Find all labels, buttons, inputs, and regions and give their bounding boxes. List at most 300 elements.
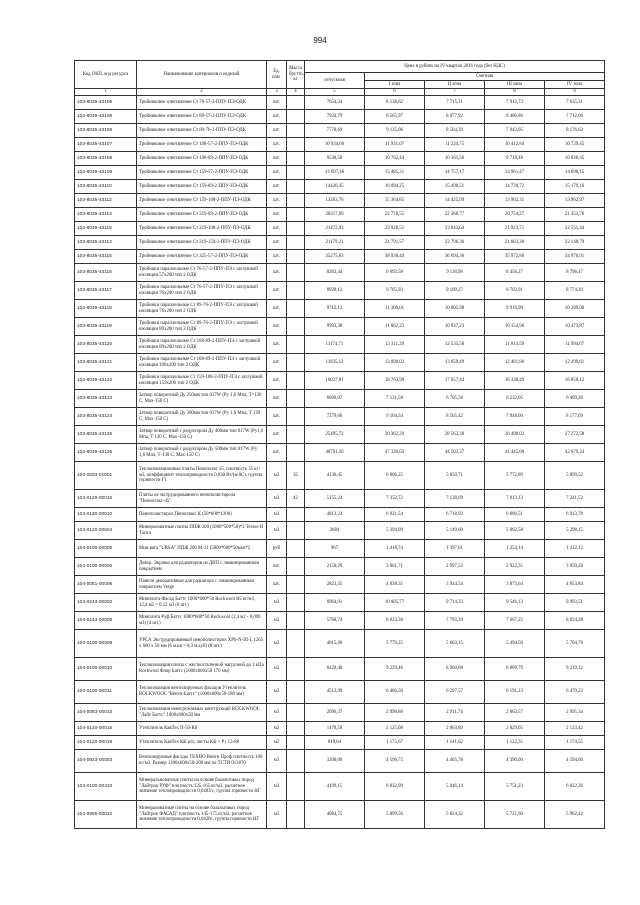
row-unit: м3: [267, 658, 287, 681]
row-mass: [287, 152, 305, 166]
row-retail-price: 967: [305, 540, 365, 558]
row-zone-3-price: 6 191,23: [485, 681, 545, 704]
row-zone-1-price: 13 890,02: [365, 354, 425, 372]
row-zone-3-price: 26 498,02: [485, 426, 545, 444]
row-retail-price: 2150,29: [305, 558, 365, 576]
row-mass: [287, 390, 305, 408]
table-row: [75, 462, 605, 490]
row-zone-4-price: 6 479,23: [545, 681, 605, 704]
price-table: [74, 60, 605, 829]
row-name: Мин.вата "URSA" ППЖ 200 М-11 (5000*600*50мм)*2: [137, 540, 267, 558]
row-unit: шт.: [267, 222, 287, 236]
row-zone-2-price: 15 490,51: [425, 180, 485, 194]
row-zone-1-price: 1 418,74: [365, 540, 425, 558]
row-zone-2-price: 6 705,58: [425, 390, 485, 408]
row-zone-1-price: 9 104,34: [365, 408, 425, 426]
row-unit: шт.: [267, 372, 287, 390]
row-zone-4-price: 4 594,60: [545, 750, 605, 773]
row-unit: м3: [267, 630, 287, 658]
row-zone-3-price: 5 062,58: [485, 522, 545, 540]
row-name: Утеплитель КавТех П-50-Rб: [137, 722, 267, 736]
row-zone-2-price: 5 149,60: [425, 522, 485, 540]
table-row: [75, 736, 605, 750]
row-mass: [287, 576, 305, 594]
row-zone-1-price: 2 125,08: [365, 722, 425, 736]
row-zone-3-price: 41 445,00: [485, 444, 545, 462]
column-index: 1: [75, 89, 137, 96]
row-zone-3-price: 7 912,73: [485, 96, 545, 110]
row-retail-price: 25495,72: [305, 426, 365, 444]
row-code: 104-0129-00015: [75, 490, 137, 508]
table-row: [75, 96, 605, 110]
row-name: Тройники параллельные Ст 76-57-2-ППУ-ПЭ с заглушкой изоляции 57х200 тип 2 ОДК: [137, 264, 267, 282]
row-zone-4-price: 14 098,15: [545, 166, 605, 180]
row-zone-1-price: 8 138,62: [365, 96, 425, 110]
row-zone-2-price: 6 718,93: [425, 508, 485, 522]
table-row: [75, 336, 605, 354]
row-zone-3-price: 10 154,96: [485, 318, 545, 336]
row-retail-price: 2823,35: [305, 576, 365, 594]
header-price-title: Цена в рублях на IV квартал 2016 года (без НДС): [305, 61, 605, 73]
row-zone-4-price: 15 179,16: [545, 180, 605, 194]
row-zone-2-price: 8 960,68: [425, 658, 485, 681]
row-retail-price: 20317,69: [305, 208, 365, 222]
row-zone-1-price: 15 485,31: [365, 166, 425, 180]
row-zone-4-price: 8 796,47: [545, 264, 605, 282]
row-zone-2-price: 7 138,69: [425, 490, 485, 508]
row-mass: [287, 630, 305, 658]
row-mass: [287, 408, 305, 426]
row-zone-2-price: 5 603,15: [425, 630, 485, 658]
row-zone-2-price: 2 063,89: [425, 722, 485, 736]
row-zone-2-price: 9 714,33: [425, 594, 485, 612]
row-zone-3-price: 8 703,91: [485, 282, 545, 300]
row-zone-3-price: 3 873,64: [485, 576, 545, 594]
row-name: Тройниковое ответвление Ст 76-57-2-ППУ-ПЭ-ОДК: [137, 96, 267, 110]
row-unit: м3: [267, 462, 287, 490]
row-zone-2-price: 5 824,32: [425, 801, 485, 829]
row-name: Тройники параллельные Ст 76-57-2-ППУ-ПЭ с заглушкой изоляции 76х200 тип 2 ОДК: [137, 282, 267, 300]
row-zone-1-price: 13 311,29: [365, 336, 425, 354]
row-mass: [287, 110, 305, 124]
row-zone-2-price: 10 937,23: [425, 318, 485, 336]
row-name: Минеральноватные плиты на основе базальтовых пород "Лайтрок РУФ" плотность 135-165 кг/м3, расчетное значение теплопроводности 0,0403/с, группа горючести НГ: [137, 773, 267, 801]
row-retail-price: 4199,15: [305, 773, 365, 801]
row-retail-price: 3684: [305, 522, 365, 540]
row-zone-2-price: 44 503,37: [425, 444, 485, 462]
row-zone-1-price: 6 486,50: [365, 681, 425, 704]
row-zone-3-price: 2 922,35: [485, 558, 545, 576]
row-zone-3-price: 7 942,05: [485, 124, 545, 138]
row-zone-2-price: 11 224,75: [425, 138, 485, 152]
row-retail-price: 7654,34: [305, 96, 365, 110]
row-name: Теплоизоляция плиты с жесткостьтенной нагрузкой до 3 кПа Rockwool Флор Баттс (1000х600х50 170 мм): [137, 658, 267, 681]
row-code: 103-8035-43121: [75, 354, 137, 372]
row-zone-2-price: 8 077,92: [425, 110, 485, 124]
row-mass: [287, 180, 305, 194]
table-row: [75, 390, 605, 408]
table-row: [75, 594, 605, 612]
table-row: [75, 658, 605, 681]
row-zone-3-price: 6 606,51: [485, 508, 545, 522]
row-code: 104-0100-00009: [75, 630, 137, 658]
table-row: [75, 426, 605, 444]
row-unit: шт.: [267, 96, 287, 110]
row-zone-4-price: 5 962,42: [545, 801, 605, 829]
row-zone-1-price: 8 023,38: [365, 612, 425, 630]
row-zone-4-price: 9 219,12: [545, 658, 605, 681]
row-name: Тройниковое ответвление Ст 219-159-2-ППУ-ПЭ-ОДК: [137, 236, 267, 250]
row-zone-4-price: 10 028,45: [545, 152, 605, 166]
row-name: Минплита Фасад Баттс 1000*600*50 Rockwool R5 кг/м3, 12,4 м2 = 0,12 м3 (8 шт.): [137, 594, 267, 612]
row-zone-4-price: 2 995,34: [545, 704, 605, 722]
row-code: 103-8035-43115: [75, 222, 137, 236]
row-code: 104-0120-00504: [75, 522, 137, 540]
row-retail-price: 6420,48: [305, 658, 365, 681]
row-zone-2-price: 17 657,44: [425, 372, 485, 390]
row-code: 103-8035-43108: [75, 110, 137, 124]
table-row: [75, 180, 605, 194]
row-zone-1-price: 9 229,46: [365, 658, 425, 681]
row-zone-1-price: 7 352,72: [365, 490, 425, 508]
row-code: 104-0100-00011: [75, 681, 137, 704]
row-mass: [287, 736, 305, 750]
row-name: Тройники параллельные Ст 89-76-2-ППУ-ПЭ с заглушкой изоляции 76х200 тип 2 ОДК: [137, 300, 267, 318]
row-mass: [287, 318, 305, 336]
row-unit: шт.: [267, 166, 287, 180]
row-unit: шт.: [267, 250, 287, 264]
row-zone-1-price: 10 005,77: [365, 594, 425, 612]
row-zone-1-price: 9 765,93: [365, 282, 425, 300]
row-retail-price: 9993,38: [305, 318, 365, 336]
row-zone-4-price: 1 174,55: [545, 736, 605, 750]
column-index: 4: [287, 89, 305, 96]
row-zone-4-price: 11 994,67: [545, 336, 605, 354]
row-name: Минераловатные плиты ППЖ 200 (1000*500*50)*3 Техно-Н Тагил: [137, 522, 267, 540]
row-code: 104-0120-00018: [75, 736, 137, 750]
row-zone-3-price: 12 481,86: [485, 354, 545, 372]
row-zone-3-price: 4 390,00: [485, 750, 545, 773]
row-retail-price: 5768,74: [305, 612, 365, 630]
column-index: 9: [545, 89, 605, 96]
row-unit: шт.: [267, 408, 287, 426]
row-name: Теплоизоляция вентилируемых фасадов Утеплитель ROCKWOOL "Венти-Баттс" (1000х600х50-180 мм): [137, 681, 267, 704]
header-unit: Ед. изм.: [267, 61, 287, 89]
row-name: Тройниковое ответвление Ст 159-89-2-ППУ-ПЭ-ОДК: [137, 180, 267, 194]
row-name: Тройники параллельные Ст 89-76-2-ППУ-ПЭ с заглушкой изоляции 89х200 тип 2 ОДК: [137, 318, 267, 336]
row-zone-1-price: 5 899,56: [365, 801, 425, 829]
row-zone-4-price: 1 412,15: [545, 540, 605, 558]
row-code: 103-8035-43107: [75, 138, 137, 152]
row-zone-3-price: 1 354,14: [485, 540, 545, 558]
row-zone-2-price: 10 161,56: [425, 152, 485, 166]
row-retail-price: 6000,07: [305, 390, 365, 408]
row-zone-4-price: 10 289,00: [545, 300, 605, 318]
row-code: 103-8035-43118: [75, 300, 137, 318]
row-retail-price: 7279,66: [305, 408, 365, 426]
row-zone-4-price: 34 976,91: [545, 250, 605, 264]
table-row: [75, 508, 605, 522]
row-zone-4-price: 22 148,79: [545, 236, 605, 250]
row-mass: [287, 658, 305, 681]
row-zone-2-price: 8 564,39: [425, 124, 485, 138]
row-code: 103-8035-43112: [75, 194, 137, 208]
row-zone-3-price: 21 923,71: [485, 222, 545, 236]
row-zone-4-price: 27 272,58: [545, 426, 605, 444]
row-unit: шт.: [267, 576, 287, 594]
row-zone-2-price: 12 533,58: [425, 336, 485, 354]
row-zone-1-price: 4 038,35: [365, 576, 425, 594]
row-zone-3-price: 5 494,50: [485, 630, 545, 658]
row-unit: шт.: [267, 282, 287, 300]
row-mass: [287, 540, 305, 558]
row-name: Тройниковое ответвление Ст 108-89-2-ППУ-ПЭ-ОДК: [137, 152, 267, 166]
row-mass: [287, 250, 305, 264]
row-zone-2-price: 9 118,98: [425, 264, 485, 282]
row-retail-price: 11174,71: [305, 336, 365, 354]
row-zone-2-price: 14 425,99: [425, 194, 485, 208]
header-zone-1: I зона: [365, 81, 425, 89]
row-zone-3-price: 5 721,60: [485, 801, 545, 829]
row-retail-price: 1478,50: [305, 722, 365, 736]
header-retail: отпускная: [305, 73, 365, 89]
table-row: [75, 222, 605, 236]
table-row: [75, 722, 605, 736]
row-zone-1-price: 18 763,99: [365, 372, 425, 390]
table-row: [75, 166, 605, 180]
row-zone-4-price: 16 850,12: [545, 372, 605, 390]
row-unit: м3: [267, 773, 287, 801]
row-zone-2-price: 2 997,53: [425, 558, 485, 576]
row-zone-2-price: 7 793,39: [425, 612, 485, 630]
row-code: 103-8035-43126: [75, 444, 137, 462]
row-zone-3-price: 2 029,05: [485, 722, 545, 736]
row-retail-price: 3200,00: [305, 750, 365, 773]
row-retail-price: 4015,00: [305, 630, 365, 658]
row-zone-3-price: 8 809,79: [485, 658, 545, 681]
row-unit: шт.: [267, 300, 287, 318]
row-name: Минераловатные плиты на основе базальтовых пород "Лайтрок ФАСАД" плотность 145-175 кг/м3, расчетное значение теплопроводности 0,0420с, группа горючести НГ: [137, 801, 267, 829]
row-zone-1-price: 9 692,58: [365, 264, 425, 282]
row-code: 103-8035-43116: [75, 264, 137, 282]
table-row: [75, 612, 605, 630]
row-zone-2-price: 28 563,38: [425, 426, 485, 444]
row-zone-3-price: 7 013,13: [485, 490, 545, 508]
row-unit: м3: [267, 681, 287, 704]
row-zone-3-price: 6 232,05: [485, 390, 545, 408]
row-name: Затвор поворотный Ду 250мм тип 017W (Ру 1,6 Мпа, Т=130 С, Мах-150 С): [137, 390, 267, 408]
table-row: [75, 773, 605, 801]
row-zone-4-price: 5 298,15: [545, 522, 605, 540]
row-zone-2-price: 13 059,49: [425, 354, 485, 372]
row-zone-1-price: 5 394,09: [365, 522, 425, 540]
row-retail-price: 21179,21: [305, 236, 365, 250]
row-unit: м3: [267, 801, 287, 829]
row-zone-1-price: 22 776,55: [365, 208, 425, 222]
row-name: Теплоизоляция ненагружаемых конструкций ROCKWOOL "Лайт Баттс" 1000х600х50 мм: [137, 704, 267, 722]
row-code: 103-8035-43124: [75, 408, 137, 426]
row-retail-price: 14426,35: [305, 180, 365, 194]
column-index: 8: [485, 89, 545, 96]
table-row: [75, 208, 605, 222]
row-code: 103-8035-43106: [75, 96, 137, 110]
row-code: 104-0100-00006: [75, 558, 137, 576]
row-zone-4-price: 9 993,51: [545, 594, 605, 612]
row-code: 103-8035-43117: [75, 282, 137, 300]
column-index: 5: [305, 89, 365, 96]
row-unit: шт.: [267, 318, 287, 336]
row-retail-price: 2096,37: [305, 704, 365, 722]
row-code: 103-8035-43108: [75, 152, 137, 166]
row-retail-price: 11835,12: [305, 354, 365, 372]
table-row: [75, 110, 605, 124]
row-retail-price: 8262,44: [305, 264, 365, 282]
row-mass: [287, 681, 305, 704]
row-zone-1-price: 9 135,06: [365, 124, 425, 138]
row-zone-3-price: 2 862,57: [485, 704, 545, 722]
row-zone-3-price: 9 718,48: [485, 152, 545, 166]
row-zone-3-price: 13 962,31: [485, 194, 545, 208]
row-unit: шт.: [267, 152, 287, 166]
row-zone-3-price: 20 754,27: [485, 208, 545, 222]
row-zone-4-price: 3 039,28: [545, 558, 605, 576]
table-row: [75, 250, 605, 264]
row-zone-3-price: 10 412,84: [485, 138, 545, 152]
row-unit: шт.: [267, 138, 287, 152]
table-row: [75, 630, 605, 658]
row-zone-3-price: 9 546,13: [485, 594, 545, 612]
row-name: Тройниковое ответвление Ст 159-57-2-ППУ-ПЭ-ОДК: [137, 166, 267, 180]
row-zone-2-price: 22 368,77: [425, 208, 485, 222]
row-mass: [287, 558, 305, 576]
row-mass: [287, 612, 305, 630]
row-zone-2-price: 14 757,17: [425, 166, 485, 180]
row-name: Тройниковое ответвление Ст 159-108-2-ППУ-ПЭ-ОДК: [137, 194, 267, 208]
row-name: Пенополистирол Пеноплекс К (50*600*1200): [137, 508, 267, 522]
row-name: Декор. Экраны для радиаторов из ДВП с ламинированным покрытием: [137, 558, 267, 576]
row-name: Тройники параллельные Ст 159-108-2-ППУ-ПЭ с заглушкой изоляции 159х200 тип 2 ОДК: [137, 372, 267, 390]
row-zone-1-price: 7 131,58: [365, 390, 425, 408]
row-zone-1-price: 47 336,03: [365, 444, 425, 462]
row-zone-3-price: 16 338,49: [485, 372, 545, 390]
row-code: 104-0083-00013: [75, 704, 137, 722]
row-mass: [287, 801, 305, 829]
row-name: Тройниковое ответвление Ст 89-57-2-ППУ-ПЭ-ОДК: [137, 110, 267, 124]
column-index: 6: [365, 89, 425, 96]
row-unit: шт.: [267, 390, 287, 408]
row-code: 104-0985-00012: [75, 801, 137, 829]
row-code: 103-8035-43109: [75, 166, 137, 180]
row-zone-1-price: 4 596,75: [365, 750, 425, 773]
row-zone-1-price: 5 779,25: [365, 630, 425, 658]
row-unit: шт.: [267, 236, 287, 250]
row-name: Утеплитель КавТех КК р/п, листы КК + Р} 13-88: [137, 736, 267, 750]
row-name: Тройники параллельные Ст 108-89-2-ППУ-ПЭ с заглушкой изоляции 89х200 тип 2 ОДК: [137, 336, 267, 354]
row-zone-4-price: 7 635,31: [545, 96, 605, 110]
row-zone-4-price: 12 499,61: [545, 354, 605, 372]
row-mass: [287, 704, 305, 722]
row-mass: [287, 773, 305, 801]
row-unit: м2: [267, 722, 287, 736]
row-unit: шт.: [267, 558, 287, 576]
row-zone-3-price: 14 739,72: [485, 180, 545, 194]
row-name: Панели декоративные для радиатора с ламинированным покрытием Verge: [137, 576, 267, 594]
row-code: 104-0051-00006: [75, 576, 137, 594]
row-zone-1-price: 6 032,99: [365, 773, 425, 801]
row-retail-price: 5155,24: [305, 490, 365, 508]
row-code: 104-0100-00410: [75, 773, 137, 801]
row-mass: [287, 722, 305, 736]
header-name: Наименование материалов и изделий: [137, 61, 267, 89]
header-mass: Масса брутто, кг: [287, 61, 305, 89]
table-row: [75, 282, 605, 300]
row-zone-1-price: 11 360,01: [365, 300, 425, 318]
row-zone-3-price: 21 663,28: [485, 236, 545, 250]
row-mass: [287, 208, 305, 222]
row-retail-price: 4084,75: [305, 801, 365, 829]
row-zone-2-price: 10 605,98: [425, 300, 485, 318]
table-row: [75, 576, 605, 594]
row-zone-4-price: 8 177,69: [545, 408, 605, 426]
row-unit: шт.: [267, 264, 287, 282]
row-code: 103-8035-43122: [75, 372, 137, 390]
row-zone-4-price: 42 679,24: [545, 444, 605, 462]
row-zone-1-price: 11 931,07: [365, 138, 425, 152]
row-mass: 35: [287, 462, 305, 490]
row-zone-2-price: 23 796,36: [425, 236, 485, 250]
row-unit: шт.: [267, 110, 287, 124]
row-name: Вентилируемые фасады ТЕХНО Венти Проф плотность 100 кг/м3. Размер 1200х600х50-200 мм по ТСТИ 013870: [137, 750, 267, 773]
row-code: 104-0203-01001: [75, 462, 137, 490]
header-zones-title: Сметная: [365, 73, 605, 81]
row-unit: шт.: [267, 180, 287, 194]
row-zone-4-price: 7 712,06: [545, 110, 605, 124]
page-number: 994: [313, 36, 327, 45]
row-name: Тройниковое ответвление Ст 325-57-2-ППУ-ПЭ-ОДК: [137, 250, 267, 264]
row-zone-2-price: 5 846,14: [425, 773, 485, 801]
table-row: [75, 522, 605, 540]
row-zone-2-price: 36 694,36: [425, 250, 485, 264]
row-zone-3-price: 11 613,59: [485, 336, 545, 354]
table-row: [75, 490, 605, 508]
row-zone-1-price: 38 938,44: [365, 250, 425, 264]
row-mass: [287, 166, 305, 180]
row-retail-price: 8928,12: [305, 282, 365, 300]
row-mass: [287, 264, 305, 282]
row-name: Затвор поворотный с редуктором Ду 500мм тип 017W (Ру 1,6 Мпа, Т-130 С, Мах-150 С): [137, 444, 267, 462]
row-zone-3-price: 8 456,27: [485, 264, 545, 282]
column-index: 3: [267, 89, 287, 96]
row-zone-2-price: 7 715,11: [425, 96, 485, 110]
row-mass: [287, 236, 305, 250]
row-code: 104-0130-00010: [75, 508, 137, 522]
row-name: Тройниковое ответвление Ст 219-108-2-ППУ-ПЭ-ОДК: [137, 222, 267, 236]
table-row: [75, 408, 605, 426]
row-zone-4-price: 8 176,62: [545, 124, 605, 138]
table-row: [75, 558, 605, 576]
row-code: 104-0100-00010: [75, 658, 137, 681]
row-unit: м3: [267, 522, 287, 540]
row-zone-2-price: 23 643,64: [425, 222, 485, 236]
row-code: 103-8035-43119: [75, 318, 137, 336]
row-zone-1-price: 6 006,25: [365, 462, 425, 490]
price-table-body: [75, 96, 605, 829]
row-zone-4-price: 7 241,52: [545, 490, 605, 508]
row-unit: руб: [267, 540, 287, 558]
row-unit: шт.: [267, 336, 287, 354]
table-row: [75, 372, 605, 390]
row-unit: шт.: [267, 208, 287, 222]
